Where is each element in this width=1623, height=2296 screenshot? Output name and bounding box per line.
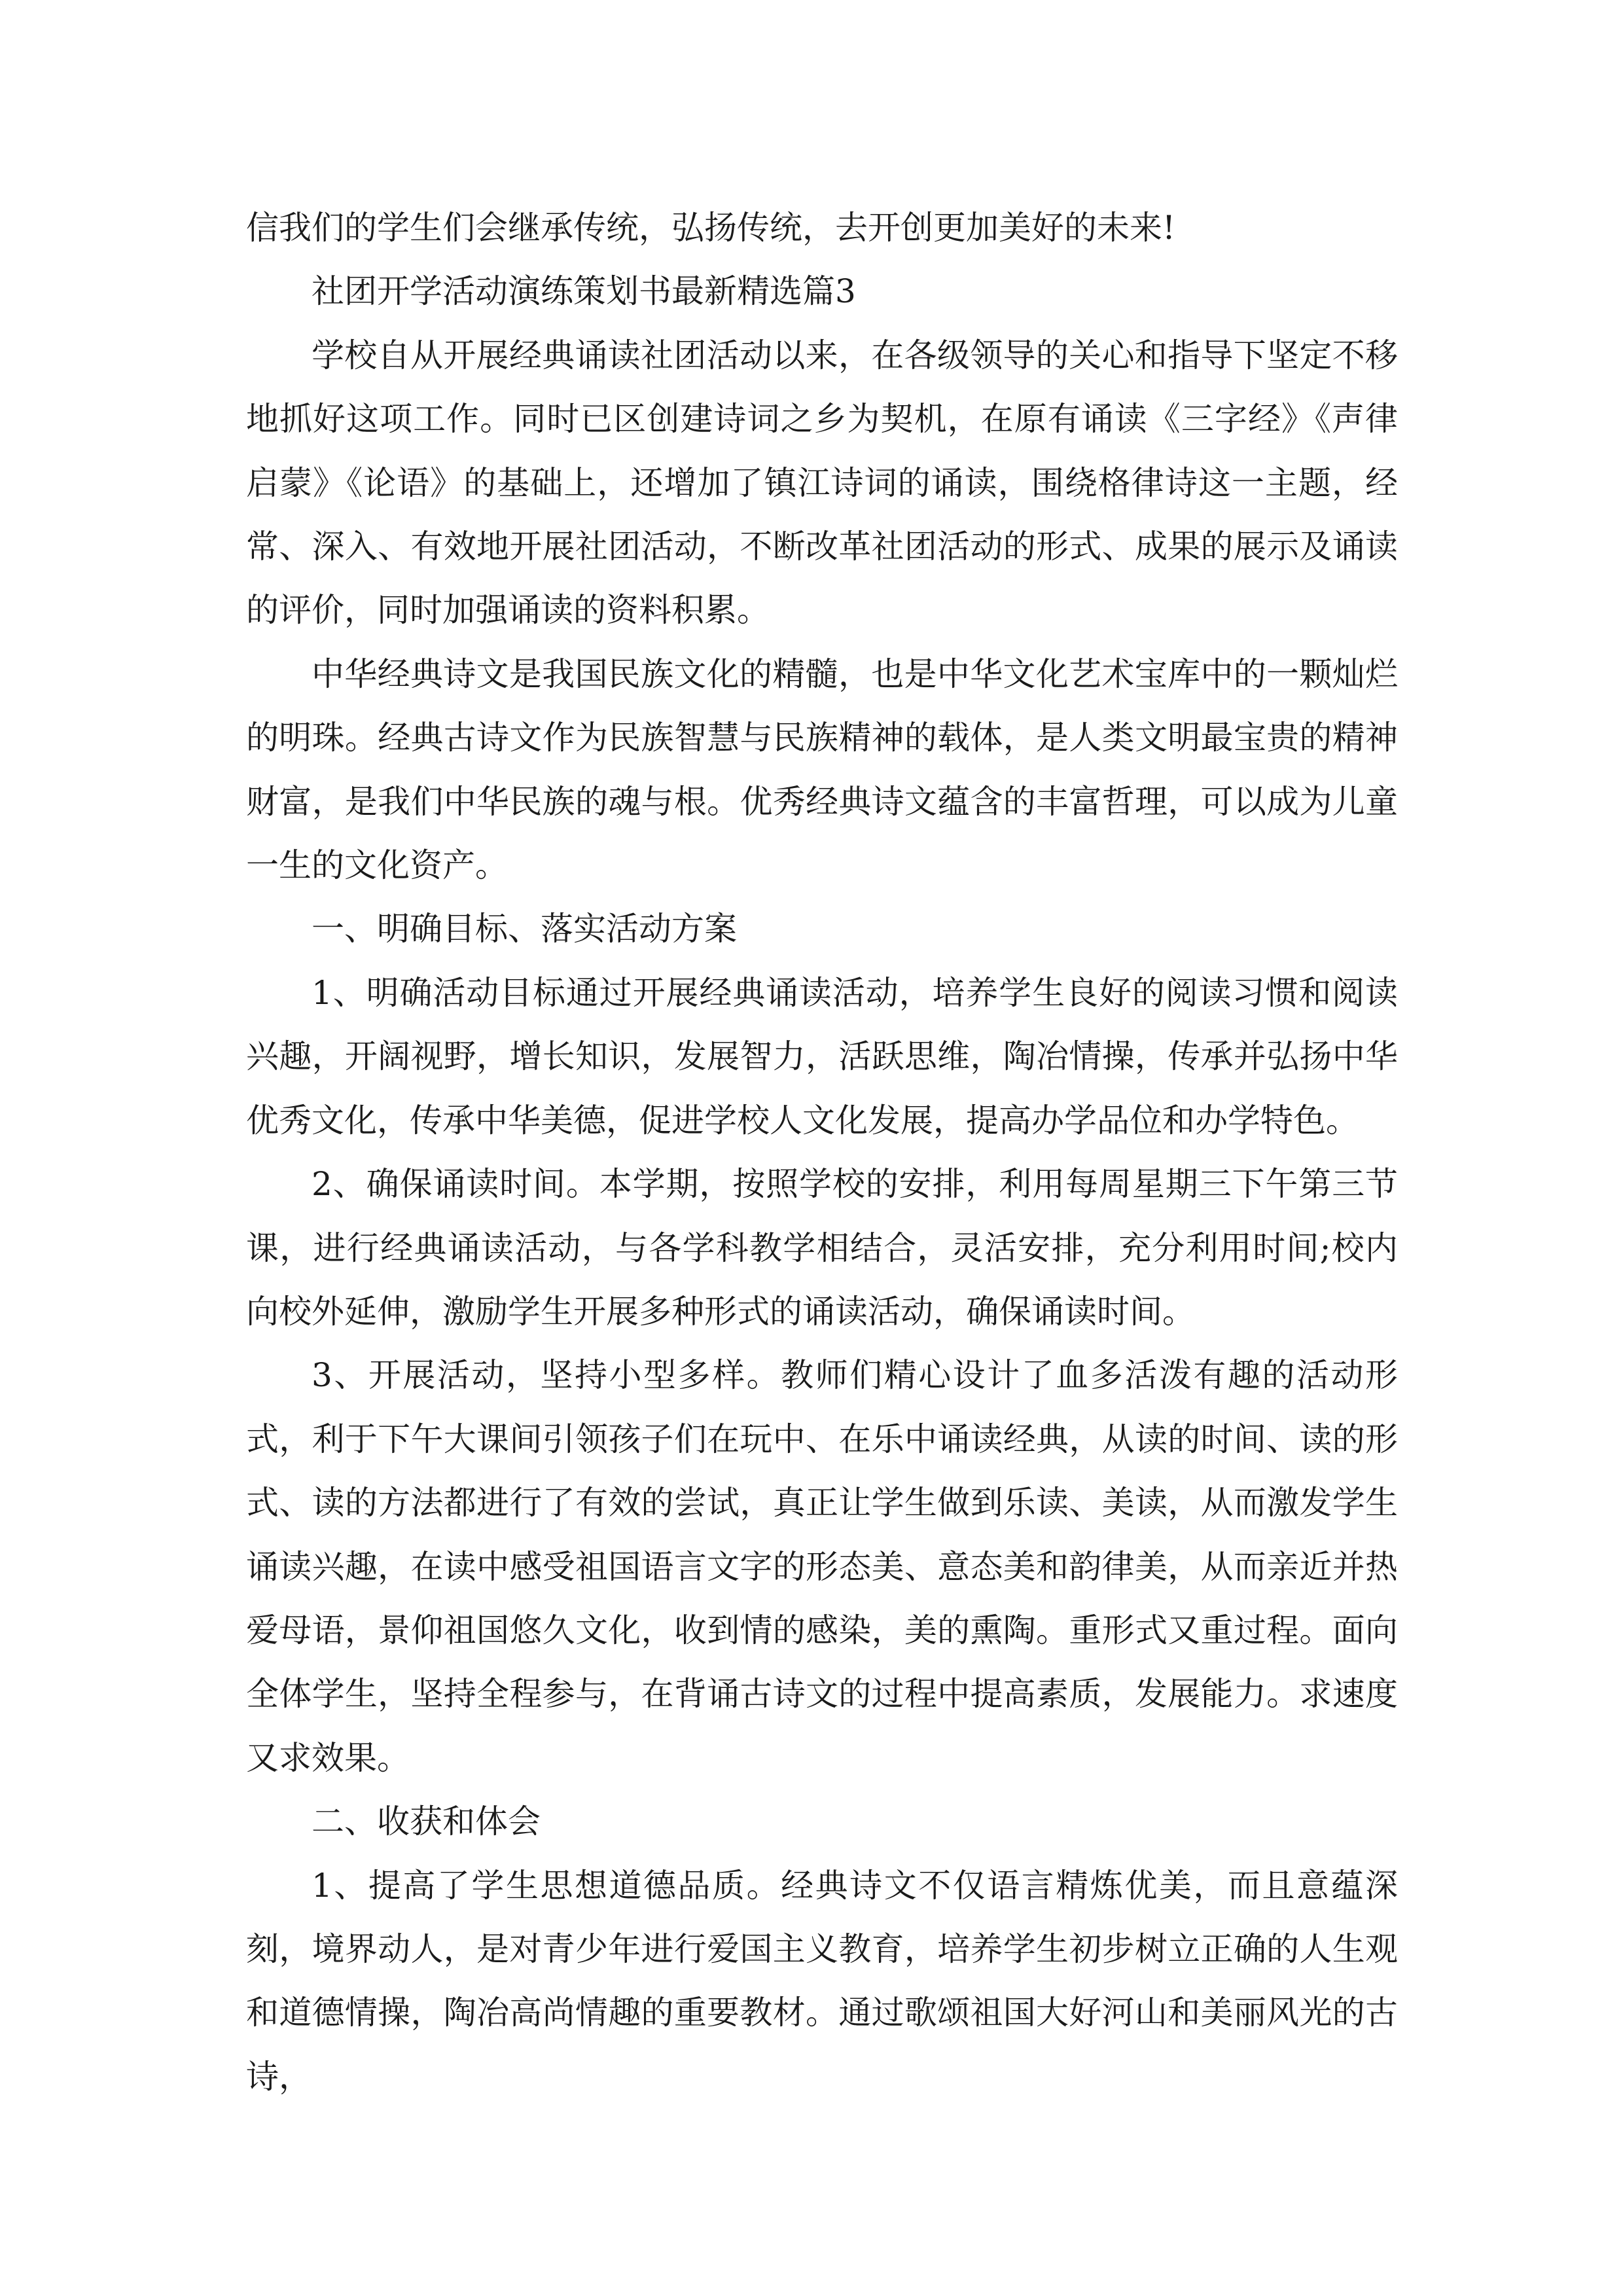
section-heading-1: 一、明确目标、落实活动方案 — [312, 910, 737, 948]
paragraph: 学校自从开展经典诵读社团活动以来，在各级领导的关心和指导下坚定不移地抓好这项工作。同时已区创建诗词之乡为契机，在原有诵读《三字经》《声律启蒙》《论语》的基础上，还增加了镇江诗词的诵读，围绕格律诗这一主题，经常、深入、有效地开展社团活动，不断改革社团活动的形式、成果的展示及诵读的评价，同时加强诵读的资料积累。 — [246, 336, 1398, 630]
list-item: 1、提高了学生思想道德品质。经典诗文不仅语言精炼优美，而且意蕴深刻，境界动人，是对青少年进行爱国主义教育，培养学生初步树立正确的人生观和道德情操，陶冶高尚情趣的重要教材。通过歌颂祖国大好河山和美丽风光的古诗， — [246, 1866, 1398, 2096]
document-body — [246, 196, 1398, 2109]
section-heading-2: 二、收获和体会 — [312, 1803, 541, 1841]
list-item: 1、明确活动目标通过开展经典诵读活动，培养学生良好的阅读习惯和阅读兴趣，开阔视野，增长知识，发展智力，活跃思维，陶冶情操，传承并弘扬中华优秀文化，传承中华美德，促进学校人文化发展，提高办学品位和办学特色。 — [246, 973, 1398, 1139]
list-item: 3、开展活动，坚持小型多样。教师们精心设计了血多活泼有趣的活动形式，利于下午大课间引领孩子们在玩中、在乐中诵读经典，从读的时间、读的形式、读的方法都进行了有效的尝试，真正让学生做到乐读、美读，从而激发学生诵读兴趣，在读中感受祖国语言文字的形态美、意态美和韵律美，从而亲近并热爱母语，景仰祖国悠久文化，收到情的感染，美的熏陶。重形式又重过程。面向全体学生，坚持全程参与，在背诵古诗文的过程中提高素质，发展能力。求速度又求效果。 — [246, 1356, 1398, 1777]
paragraph: 中华经典诗文是我国民族文化的精髓，也是中华文化艺术宝库中的一颗灿烂的明珠。经典古诗文作为民族智慧与民族精神的载体，是人类文明最宝贵的精神财富，是我们中华民族的魂与根。优秀经典诗文蕴含的丰富哲理，可以成为儿童一生的文化资产。 — [246, 655, 1398, 885]
paragraph-continuation: 信我们的学生们会继承传统，弘扬传统，去开创更加美好的未来! — [246, 209, 1176, 247]
section-title: 社团开学活动演练策划书最新精选篇3 — [312, 272, 856, 311]
list-item: 2、确保诵读时间。本学期，按照学校的安排，利用每周星期三下午第三节课，进行经典诵读活动，与各学科教学相结合，灵活安排，充分利用时间;校内向校外延伸，激励学生开展多种形式的诵读活动，确保诵读时间。 — [246, 1165, 1398, 1331]
